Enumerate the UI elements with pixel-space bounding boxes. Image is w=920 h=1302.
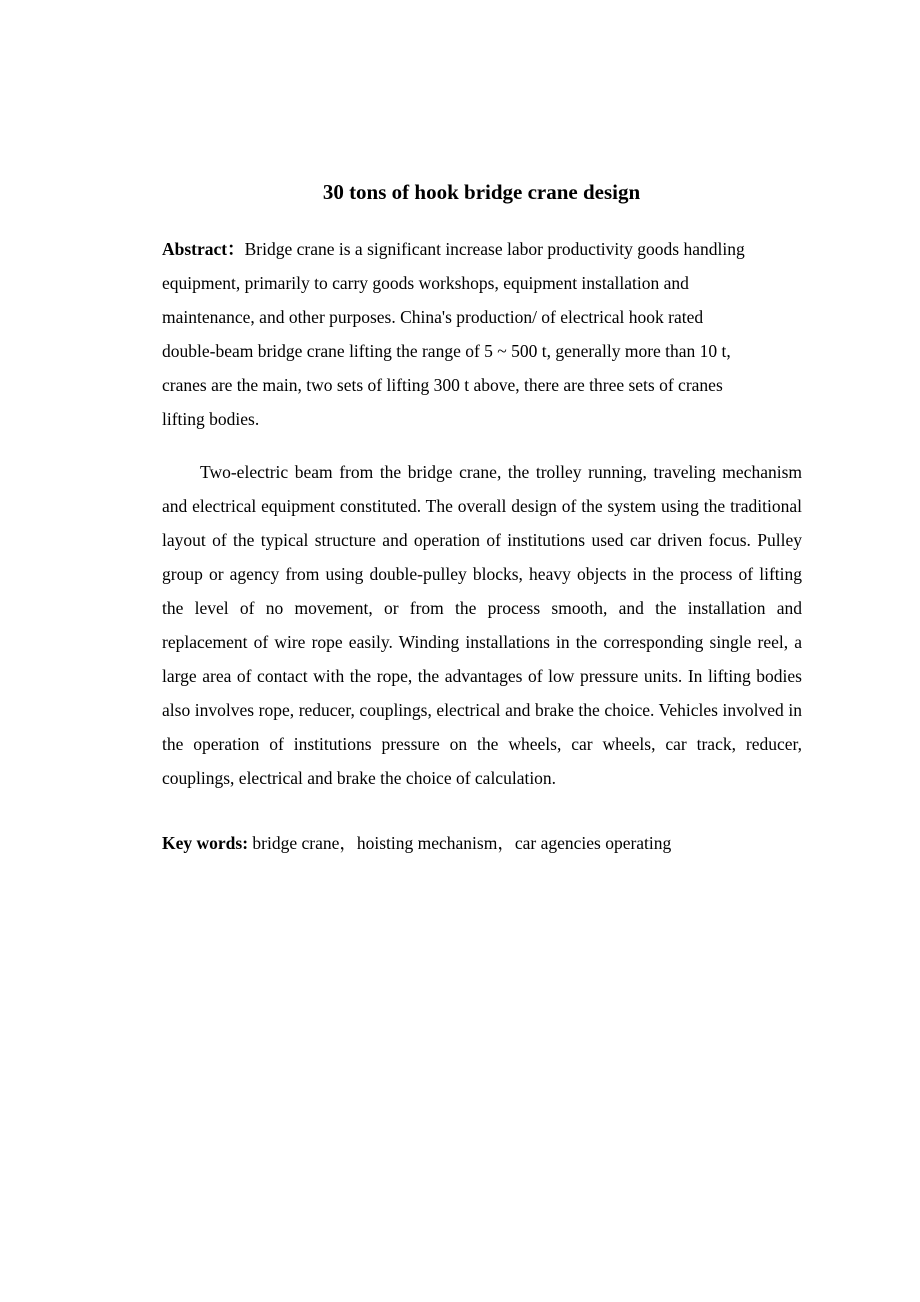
abstract-line: lifting bodies. xyxy=(162,409,260,429)
keywords-text: bridge crane，hoisting mechanism，car agencies operating xyxy=(248,833,672,853)
abstract-text: Bridge crane is a significant increase labor productivity goods handling xyxy=(244,239,745,259)
abstract-line: maintenance, and other purposes. China's production/ of electrical hook rated xyxy=(162,307,704,327)
abstract-line xyxy=(162,232,802,266)
abstract-line: equipment, primarily to carry goods workshops, equipment installation and xyxy=(162,273,689,293)
abstract-label: Abstract： xyxy=(162,239,245,259)
keywords-line xyxy=(162,829,802,857)
abstract-line: cranes are the main, two sets of lifting 300 t above, there are three sets of cranes xyxy=(162,375,723,395)
body-paragraph: Two-electric beam from the bridge crane, the trolley running, traveling mechanism and electrical equipment constituted. The overall design of the system using the traditional layout of the typical structure and operation of institutions used car driven focus. Pulley group or agency from using double-pulley blocks, heavy objects in the process of lifting the level of no movement, or from the process smooth, and the installation and replacement of wire rope easily. Winding installations in the corresponding single reel, a large area of contact with the rope, the advantages of low pressure units. In lifting bodies also involves rope, reducer, couplings, electrical and brake the choice. Vehicles involved in the operation of institutions pressure on the wheels, car wheels, car track, reducer, couplings, electrical and brake the choice of calculation. xyxy=(162,462,802,788)
abstract-section xyxy=(162,232,802,436)
keywords-label: Key words: xyxy=(162,833,249,853)
document-title: 30 tons of hook bridge crane design xyxy=(322,180,641,204)
abstract-line: double-beam bridge crane lifting the range of 5 ~ 500 t, generally more than 10 t, xyxy=(162,341,731,361)
